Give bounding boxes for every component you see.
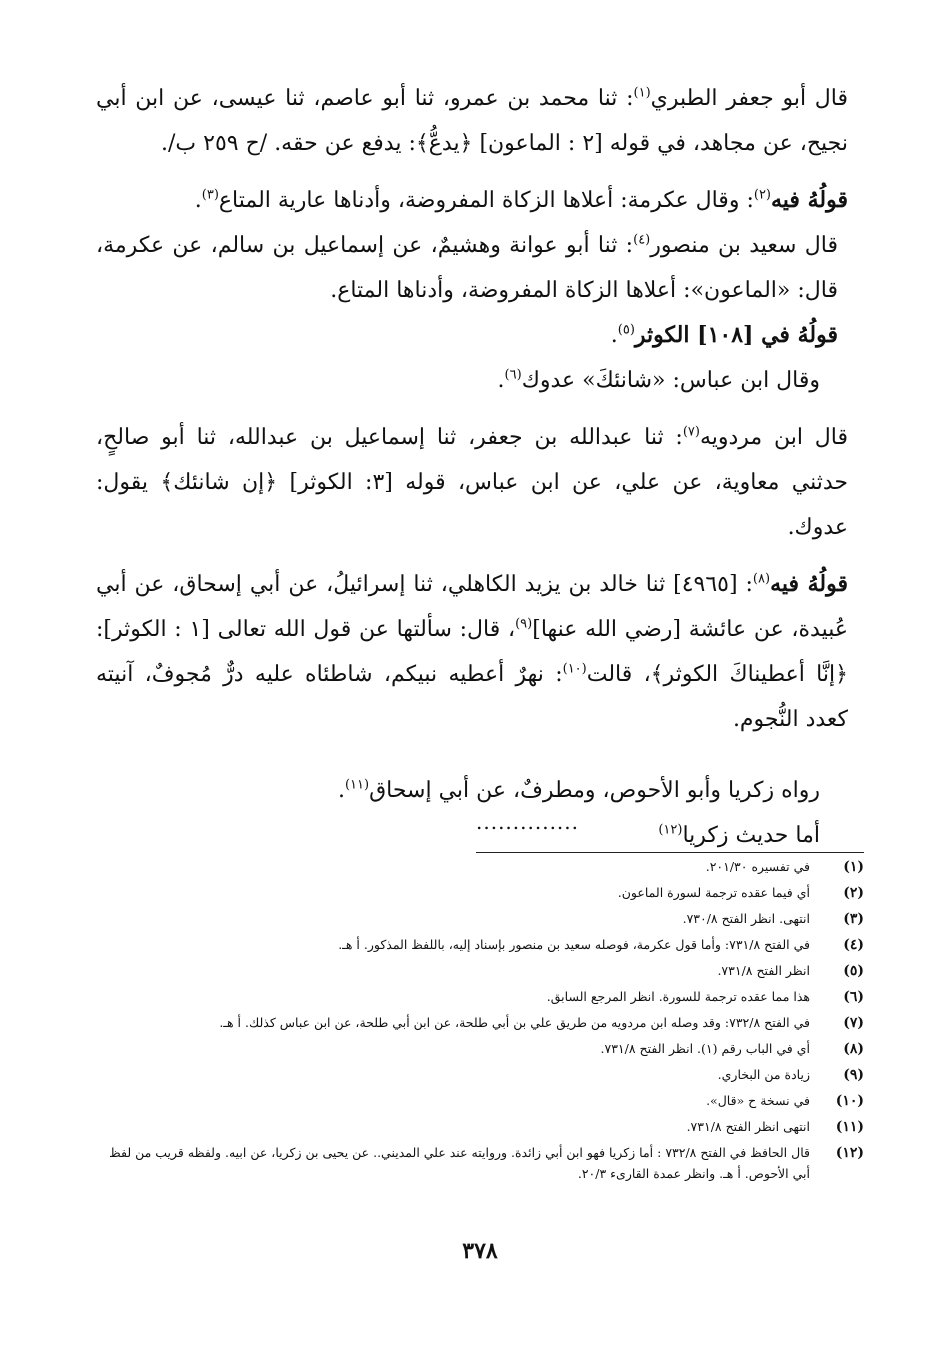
page-number: ٣٧٨ bbox=[462, 1238, 498, 1264]
text: : وقال عكرمة: أعلاها الزكاة المفروضة، وأدناها عارية المتاع bbox=[218, 188, 754, 213]
footnote-number: (٤) bbox=[843, 937, 864, 953]
text: : نهرٌ أعطيه نبيكم، شاطئاه عليه درٌّ مُجوفٌ، آنيته كعدد النُّجوم. bbox=[96, 662, 848, 732]
paragraph-ibn-abbas bbox=[96, 358, 848, 403]
footnote bbox=[108, 1140, 864, 1184]
footnote bbox=[108, 880, 864, 906]
text: قولُهُ في [١٠٨] الكوثر bbox=[634, 322, 838, 348]
footnote-number: (٥) bbox=[843, 963, 864, 979]
footnote bbox=[108, 1062, 864, 1088]
footnote bbox=[108, 1114, 864, 1140]
footnote bbox=[108, 1010, 864, 1036]
text: قال أبو جعفر الطبري bbox=[650, 86, 849, 111]
footnote-number: (٧) bbox=[843, 1015, 864, 1031]
footnote-text: زيادة من البخاري. bbox=[717, 1067, 810, 1082]
text: قال سعيد بن منصور bbox=[650, 233, 839, 258]
footnote-text: انظر الفتح ٧٣١/٨. bbox=[717, 963, 810, 978]
footnote bbox=[108, 1088, 864, 1114]
footnote-ref: (٨) bbox=[752, 571, 771, 587]
narration-lines bbox=[120, 768, 820, 858]
footnote-text: قال الحافظ في الفتح ٧٣٢/٨ : أما زكريا فهو ابن أبي زائدة. وروايته عند علي المديني.. عن يحيى بن زكريا، عن ابيه. ولفظه قريب من لفظ أبي الأحوص. أ هـ. وانظر عمدة القارىء ٢٠/٣. bbox=[109, 1145, 810, 1181]
footnote bbox=[108, 932, 864, 958]
footnote bbox=[108, 1036, 864, 1062]
footnote-ref: (١١) bbox=[344, 777, 370, 793]
footnote-text: في تفسيره ٢٠١/٣٠. bbox=[705, 859, 810, 874]
footnote-text: في الفتح ٧٣١/٨: وأما قول عكرمة، فوصله سعيد بن منصور بإسناد إليه، باللفظ المذكور. أ هـ. bbox=[338, 937, 810, 952]
footnote-number: (٩) bbox=[843, 1067, 864, 1083]
footnote bbox=[108, 958, 864, 984]
footnote-number: (٨) bbox=[843, 1041, 864, 1057]
text: قولُهُ فيه bbox=[770, 571, 848, 597]
footnote bbox=[108, 984, 864, 1010]
footnote-text: أي فيما عقده ترجمة لسورة الماعون. bbox=[617, 885, 810, 900]
footnote-divider bbox=[476, 852, 864, 853]
text: . bbox=[497, 368, 505, 393]
footnote-ref: (١٠) bbox=[562, 661, 587, 677]
footnote-ref: (٢) bbox=[753, 187, 771, 203]
footnote-text: أي في الباب رقم (١). انظر الفتح ٧٣١/٨. bbox=[600, 1041, 810, 1056]
text: قال ابن مردويه bbox=[699, 425, 848, 450]
footnote-ref: (١) bbox=[633, 85, 651, 101]
text: ، قال: سألتها عن قول الله تعالى [١ : الكوثر]: ﴿إنَّا أعطيناكَ الكوثر﴾، قالت bbox=[96, 617, 848, 687]
footnote-text: انتهى. انظر الفتح ٧٣٠/٨. bbox=[682, 911, 810, 926]
footnote-text: في الفتح ٧٣٢/٨: وقد وصله ابن مردويه من طريق علي بن أبي طلحة، عن ابن أبي طلحة، عن ابن عباس كذلك. أ هـ. bbox=[219, 1015, 810, 1030]
text: : ثنا محمد بن عمرو، ثنا أبو عاصم، ثنا عيسى، عن ابن أبي نجيح، عن مجاهد، في قوله [٢ : الماعون] ﴿يدعُّ﴾: يدفع عن حقه. /ح ٢٥٩ ب/. bbox=[96, 86, 848, 156]
footnote-ref: (٩) bbox=[515, 616, 533, 632]
footnote-text: انتهى انظر الفتح ٧٣١/٨. bbox=[686, 1119, 810, 1134]
text: : ثنا عبدالله بن جعفر، ثنا إسماعيل بن عبدالله، ثنا أبو صالحٍ، حدثني معاوية، عن علي، عن ابن عباس، قوله [٣: الكوثر] ﴿إن شانئك﴾ يقول: عدوك. bbox=[96, 425, 848, 540]
footnote-number: (٣) bbox=[843, 911, 864, 927]
paragraph-qawluhu-1 bbox=[96, 178, 848, 223]
footnote-number: (١) bbox=[843, 859, 864, 875]
footnote-text: هذا مما عقده ترجمة للسورة. انظر المرجع السابق. bbox=[546, 989, 810, 1004]
text: . bbox=[194, 188, 202, 213]
footnote bbox=[108, 854, 864, 880]
narration-line-1 bbox=[120, 768, 820, 813]
footnote bbox=[108, 906, 864, 932]
paragraph-ibn-mardawayh bbox=[96, 415, 848, 550]
footnote-number: (١١) bbox=[835, 1119, 864, 1135]
footnote-ref: (١٢) bbox=[658, 822, 683, 838]
footnote-ref: (٤) bbox=[633, 232, 651, 248]
footnote-ref: (٧) bbox=[682, 424, 700, 440]
footnote-number: (٢) bbox=[843, 885, 864, 901]
footnotes bbox=[108, 854, 864, 1184]
paragraph-kawthar-heading bbox=[96, 313, 848, 358]
text: . bbox=[337, 778, 345, 803]
footnote-number: (١٠) bbox=[835, 1093, 864, 1109]
paragraph-hadith-4965 bbox=[96, 562, 848, 742]
footnote-number: (١٢) bbox=[835, 1145, 864, 1161]
text: رواه زكريا وأبو الأحوص، ومطرفٌ، عن أبي إسحاق bbox=[369, 778, 820, 803]
text: وقال ابن عباس: «شانئكَ» عدوك bbox=[521, 368, 820, 393]
footnote-number: (٦) bbox=[843, 989, 864, 1005]
text: أما حديث زكريا bbox=[682, 823, 820, 848]
footnote-ref: (٦) bbox=[504, 367, 522, 383]
continuation-dots: .............. bbox=[476, 810, 580, 834]
text: . bbox=[610, 323, 618, 348]
main-text bbox=[96, 76, 848, 742]
text: قولُهُ فيه bbox=[771, 187, 848, 213]
text: : [٤٩٦٥] ثنا خالد بن يزيد الكاهلي، ثنا إسرائيلُ، عن أبي إسحاق، عن أبي عُبيدة، عن عائشة [رضي الله عنها] bbox=[96, 572, 848, 642]
footnote-ref: (٥) bbox=[617, 322, 635, 338]
footnote-ref: (٣) bbox=[201, 187, 219, 203]
paragraph-tabari bbox=[96, 76, 848, 166]
text: : ثنا أبو عوانة وهشيمٌ، عن إسماعيل بن سالم، عن عكرمة، قال: «الماعون»: أعلاها الزكاة المفروضة، وأدناها المتاع. bbox=[96, 233, 838, 303]
footnote-text: في نسخة ح «قال». bbox=[706, 1093, 810, 1108]
paragraph-saeed bbox=[96, 223, 848, 313]
